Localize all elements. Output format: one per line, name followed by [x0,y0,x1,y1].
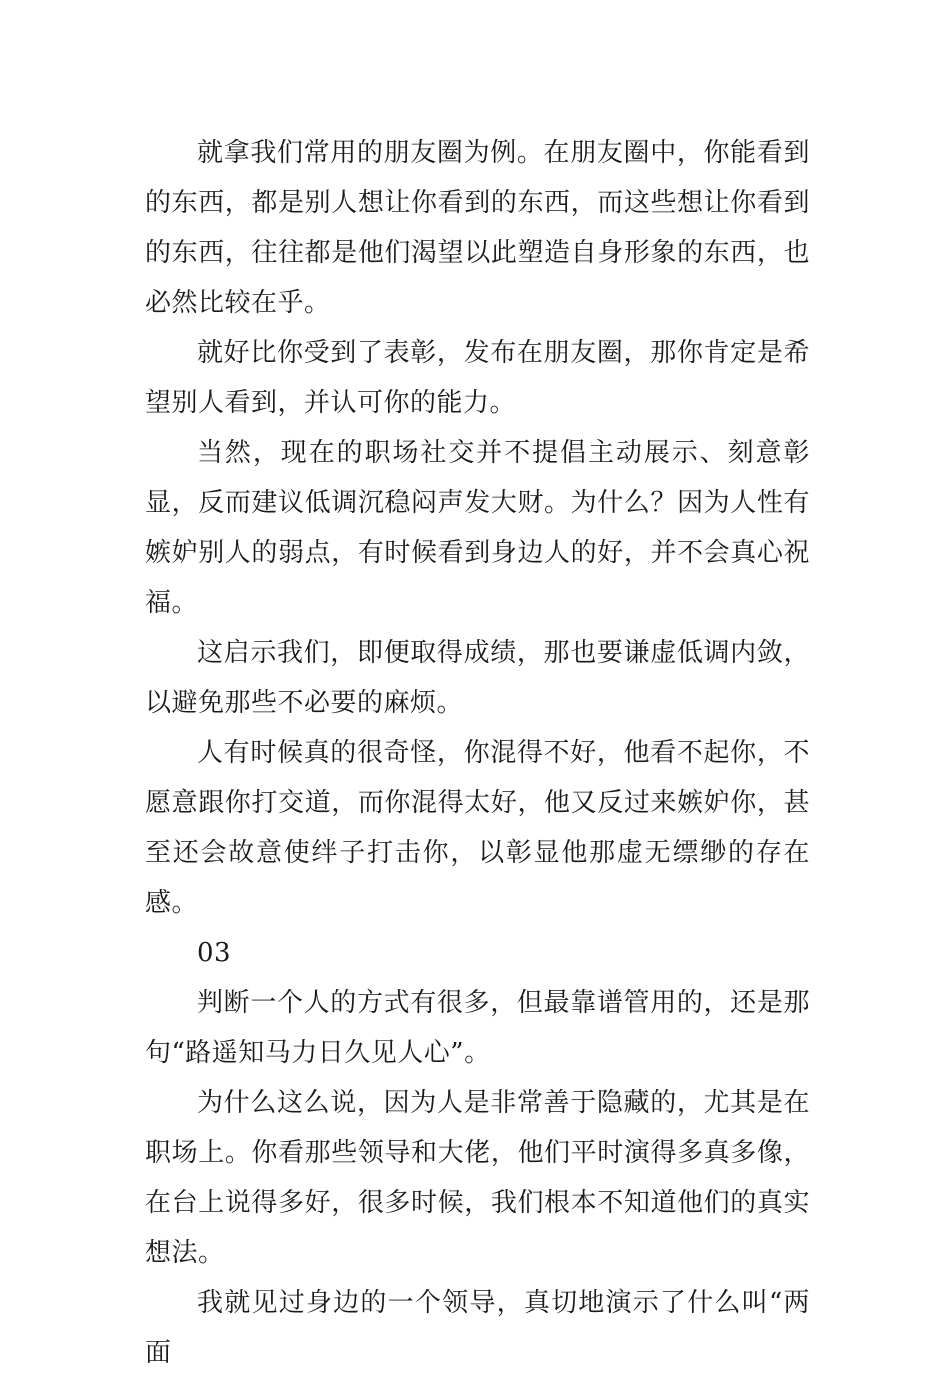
section-heading: 03 [197,938,232,968]
paragraph: 当然，现在的职场社交并不提倡主动展示、刻意彰显，反而建议低调沉稳闷声发大财。为什么？因为人性有嫉妒别人的弱点，有时候看到身边人的好，并不会真心祝福。 [145,438,810,618]
paragraph: 我就见过身边的一个领导，真切地演示了什么叫“两面 [145,1288,810,1368]
paragraph: 就拿我们常用的朋友圈为例。在朋友圈中，你能看到的东西，都是别人想让你看到的东西，而这些想让你看到的东西，往往都是他们渴望以此塑造自身形象的东西，也必然比较在乎。 [145,138,810,318]
paragraph: 就好比你受到了表彰，发布在朋友圈，那你肯定是希望别人看到，并认可你的能力。 [145,338,810,418]
document-body [145,128,810,1378]
paragraph: 为什么这么说，因为人是非常善于隐藏的，尤其是在职场上。你看那些领导和大佬，他们平时演得多真多像，在台上说得多好，很多时候，我们根本不知道他们的真实想法。 [145,1088,810,1268]
paragraph: 判断一个人的方式有很多，但最靠谱管用的，还是那句“路遥知马力日久见人心”。 [145,988,810,1068]
paragraph: 人有时候真的很奇怪，你混得不好，他看不起你，不愿意跟你打交道，而你混得太好，他又反过来嫉妒你，甚至还会故意使绊子打击你，以彰显他那虚无缥缈的存在感。 [145,738,810,918]
paragraph: 这启示我们，即便取得成绩，那也要谦虚低调内敛，以避免那些不必要的麻烦。 [145,638,810,718]
